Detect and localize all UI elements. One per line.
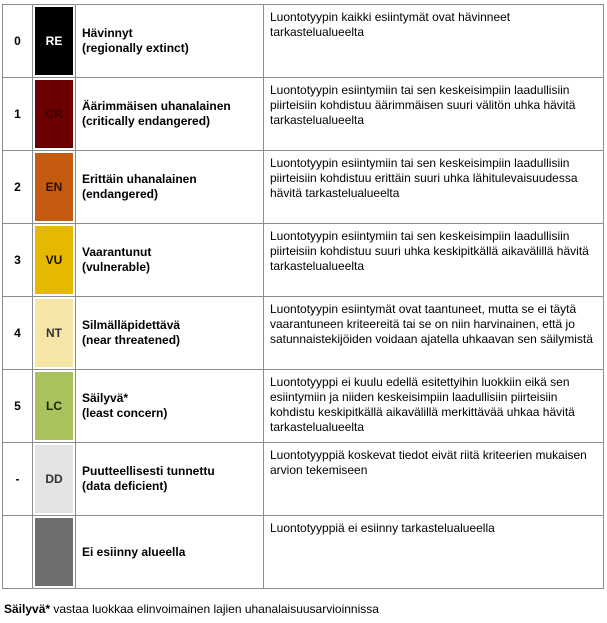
category-color-swatch: LC: [35, 372, 73, 440]
category-name-cell: [76, 297, 264, 370]
category-row: [3, 151, 604, 224]
category-name-fi: Silmälläpidettävä: [82, 318, 181, 332]
category-code-cell: [33, 443, 76, 516]
category-number: -: [3, 443, 33, 516]
category-number: 3: [3, 224, 33, 297]
category-name-en: (data deficient): [82, 479, 168, 493]
category-row: [3, 78, 604, 151]
category-color-swatch: RE: [35, 7, 73, 75]
category-name-fi: Ei esiinny alueella: [82, 544, 186, 559]
category-code-cell: [33, 151, 76, 224]
category-name-en: (vulnerable): [82, 260, 151, 274]
category-description: Luontotyypin esiintymiin tai sen keskeisimpiin laadullisiin piirteisiin kohdistuu suuri uhka keskipitkällä aikavälillä hävitä tarkastelualueelta: [264, 224, 604, 297]
category-number: 5: [3, 370, 33, 443]
category-name-fi: Säilyvä*: [82, 391, 129, 405]
category-code-cell: [33, 224, 76, 297]
category-name-fi: Erittäin uhanalainen: [82, 172, 197, 186]
category-description: Luontotyypin esiintymiin tai sen keskeisimpiin laadullisiin piirteisiin kohdistuu erittäin suuri uhka lähitulevaisuudessa hävitä tarkastelualueelta: [264, 151, 604, 224]
category-color-swatch: NT: [35, 299, 73, 367]
category-name-fi: Äärimmäisen uhanalainen: [82, 99, 231, 113]
category-name-cell: [76, 516, 264, 589]
category-row: [3, 516, 604, 589]
category-name-en: (regionally extinct): [82, 41, 189, 55]
category-code-cell: [33, 516, 76, 589]
category-description: Luontotyypin esiintymät ovat taantuneet, mutta se ei täytä vaarantuneen kriteereitä tai se on niin harvinainen, että jo satunnaistekijöiden voidaan ajatella uhkaavan sen säilymistä: [264, 297, 604, 370]
category-color-swatch: CR: [35, 80, 73, 148]
category-color-swatch: DD: [35, 445, 73, 513]
category-name-cell: [76, 5, 264, 78]
category-name-cell: [76, 443, 264, 516]
category-row: [3, 443, 604, 516]
category-row: [3, 297, 604, 370]
category-name-en: (critically endangered): [82, 114, 211, 128]
category-number: 2: [3, 151, 33, 224]
category-color-swatch: VU: [35, 226, 73, 294]
category-name-cell: [76, 78, 264, 151]
category-name-en: (endangered): [82, 187, 159, 201]
category-number: 0: [3, 5, 33, 78]
category-description: Luontotyyppiä ei esiinny tarkastelualueella: [264, 516, 604, 589]
category-number: 1: [3, 78, 33, 151]
category-name-fi: Puutteellisesti tunnettu: [82, 464, 215, 478]
category-description: Luontotyyppi ei kuulu edellä esitettyihin luokkiin eikä sen esiintymiin ja niiden keskeisimpiin laadullisiin piirteisiin kohdistu keskipitkällä aikavälillä merkittävää uhkaa hävitä tarkastelualueelta: [264, 370, 604, 443]
footnote: [4, 602, 379, 616]
category-name-cell: [76, 370, 264, 443]
category-code-cell: [33, 370, 76, 443]
category-number: [3, 516, 33, 589]
category-color-swatch: [35, 518, 73, 586]
category-color-swatch: EN: [35, 153, 73, 221]
category-row: [3, 224, 604, 297]
category-row: [3, 370, 604, 443]
category-name-fi: Vaarantunut: [82, 245, 152, 259]
category-description: Luontotyypin esiintymiin tai sen keskeisimpiin laadullisiin piirteisiin kohdistuu äärimmäisen suuri välitön uhka hävitä tarkastelualueelta: [264, 78, 604, 151]
category-table: [2, 4, 604, 589]
category-name-cell: [76, 224, 264, 297]
category-description: Luontotyyppiä koskevat tiedot eivät riitä kriteerien mukaisen arvion tekemiseen: [264, 443, 604, 516]
category-name-en: (near threatened): [82, 333, 181, 347]
footnote-term: Säilyvä*: [4, 602, 51, 616]
category-code-cell: [33, 5, 76, 78]
footnote-text: vastaa luokkaa elinvoimainen lajien uhanalaisuusarvioinnissa: [50, 602, 379, 616]
category-row: [3, 5, 604, 78]
category-table-body: [3, 5, 604, 589]
category-code-cell: [33, 297, 76, 370]
category-description: Luontotyypin kaikki esiintymät ovat hävinneet tarkastelualueelta: [264, 5, 604, 78]
category-name-en: (least concern): [82, 406, 168, 420]
category-code-cell: [33, 78, 76, 151]
category-number: 4: [3, 297, 33, 370]
category-name-cell: [76, 151, 264, 224]
category-name-fi: Hävinnyt: [82, 26, 133, 40]
